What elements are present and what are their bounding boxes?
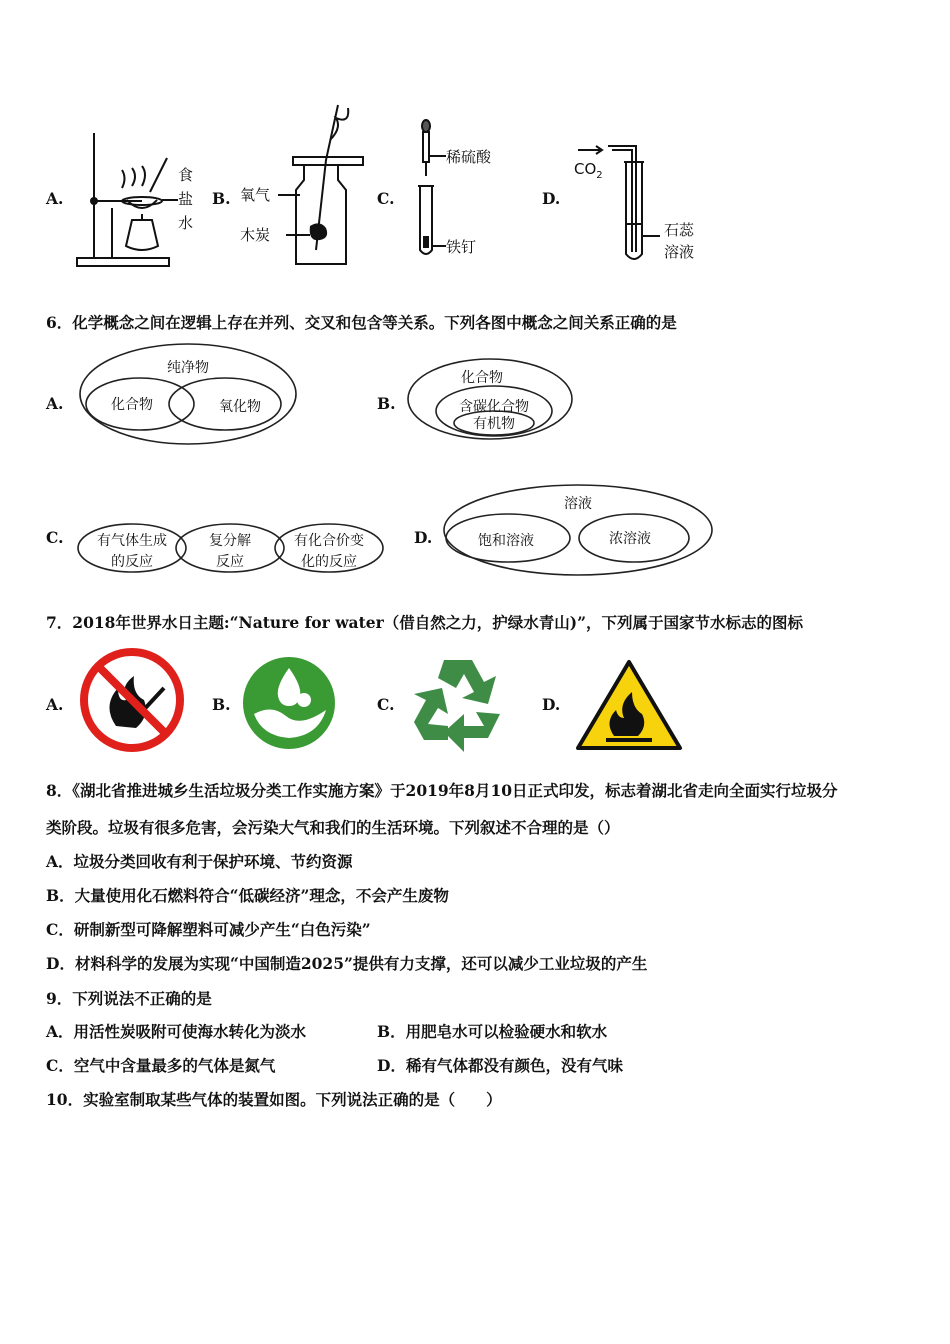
q8-option-b: B．大量使用化石燃料符合“低碳经济”理念，不会产生废物 <box>46 886 449 905</box>
c-right-label-2: 化的反应 <box>301 554 357 570</box>
c-middle-label-2: 反应 <box>216 554 244 570</box>
q7-option-b-letter: B. <box>212 695 231 714</box>
q8-option-c: C．研制新型可降解塑料可减少产生“白色污染” <box>46 920 371 939</box>
a-right-label: 氧化物 <box>219 399 261 415</box>
q9-option-a: A．用活性炭吸附可使海水转化为淡水 <box>46 1022 307 1041</box>
water-saving-sign-icon <box>242 656 336 750</box>
label-solution: 溶液 <box>664 243 695 261</box>
a-left-label: 化合物 <box>111 397 153 413</box>
q7-stem: 7．2018年世界水日主题:“Nature for water（借自然之力，护绿水青山)”，下列属于国家节水标志的图标 <box>46 613 804 632</box>
q9-option-b: B．用肥皂水可以检验硬水和软水 <box>377 1022 608 1041</box>
q7-option-c-letter: C. <box>377 695 395 714</box>
label-iron-nail: 铁钉 <box>446 238 477 256</box>
q5-option-a-letter: A. <box>46 189 64 208</box>
b-outer-label: 化合物 <box>461 370 503 386</box>
a-outer-label: 纯净物 <box>167 360 209 376</box>
c-middle-label-1: 复分解 <box>209 533 251 549</box>
recycle-sign-icon <box>404 652 512 754</box>
q8-option-a: A．垃圾分类回收有利于保护环境、节约资源 <box>46 852 353 871</box>
q6-stem: 6．化学概念之间在逻辑上存在并列、交叉和包含等关系。下列各图中概念之间关系正确的是 <box>46 313 677 332</box>
d-right-label: 浓溶液 <box>609 531 651 547</box>
d-left-label: 饱和溶液 <box>478 533 534 549</box>
flammable-warning-sign-icon <box>574 658 684 754</box>
label-oxygen: 氧气 <box>240 186 271 204</box>
label-yan: 盐 <box>178 190 194 208</box>
label-shi: 食 <box>178 166 194 184</box>
c-left-label-2: 的反应 <box>111 554 153 570</box>
q7-option-a-letter: A. <box>46 695 64 714</box>
q5-option-b-letter: B. <box>212 189 231 208</box>
q8-stem-line1: 8．《湖北省推进城乡生活垃圾分类工作实施方案》于2019年8月10日正式印发，标志着湖北省走向全面实行垃圾分 <box>46 781 838 800</box>
concept-diagrams <box>0 0 950 600</box>
q6-option-c-letter: C. <box>46 528 64 547</box>
b-middle-label: 含碳化合物 <box>459 399 529 415</box>
label-litmus: 石蕊 <box>664 221 695 239</box>
q9-stem: 9．下列说法不正确的是 <box>46 989 212 1008</box>
q5-option-c-letter: C. <box>377 189 395 208</box>
q8-option-d: D．材料科学的发展为实现“中国制造2025”提供有力支撑，还可以减少工业垃圾的产生 <box>46 954 648 973</box>
q9-option-c: C．空气中含量最多的气体是氮气 <box>46 1056 276 1075</box>
q8-stem-line2: 类阶段。垃圾有很多危害，会污染大气和我们的生活环境。下列叙述不合理的是（） <box>46 818 620 837</box>
no-fire-sign-icon <box>78 646 186 754</box>
d-outer-label: 溶液 <box>564 496 592 512</box>
q6-option-d-letter: D. <box>414 528 433 547</box>
q6-option-b-letter: B. <box>377 394 396 413</box>
c-right-label-1: 有化合价变 <box>294 533 364 549</box>
q9-option-d: D．稀有气体都没有颜色，没有气味 <box>377 1056 623 1075</box>
label-dilute-sulfuric-acid: 稀硫酸 <box>446 148 492 166</box>
b-inner-label: 有机物 <box>473 416 515 432</box>
q7-option-d-letter: D. <box>542 695 561 714</box>
q5-option-d-letter: D. <box>542 189 561 208</box>
c-left-label-1: 有气体生成 <box>97 533 167 549</box>
label-shui: 水 <box>178 214 194 232</box>
q6-option-a-letter: A. <box>46 394 64 413</box>
label-co2: $CO_2$ <box>574 160 603 181</box>
label-charcoal: 木炭 <box>240 226 271 244</box>
q10-stem: 10．实验室制取某些气体的装置如图。下列说法正确的是（ ） <box>46 1090 502 1109</box>
